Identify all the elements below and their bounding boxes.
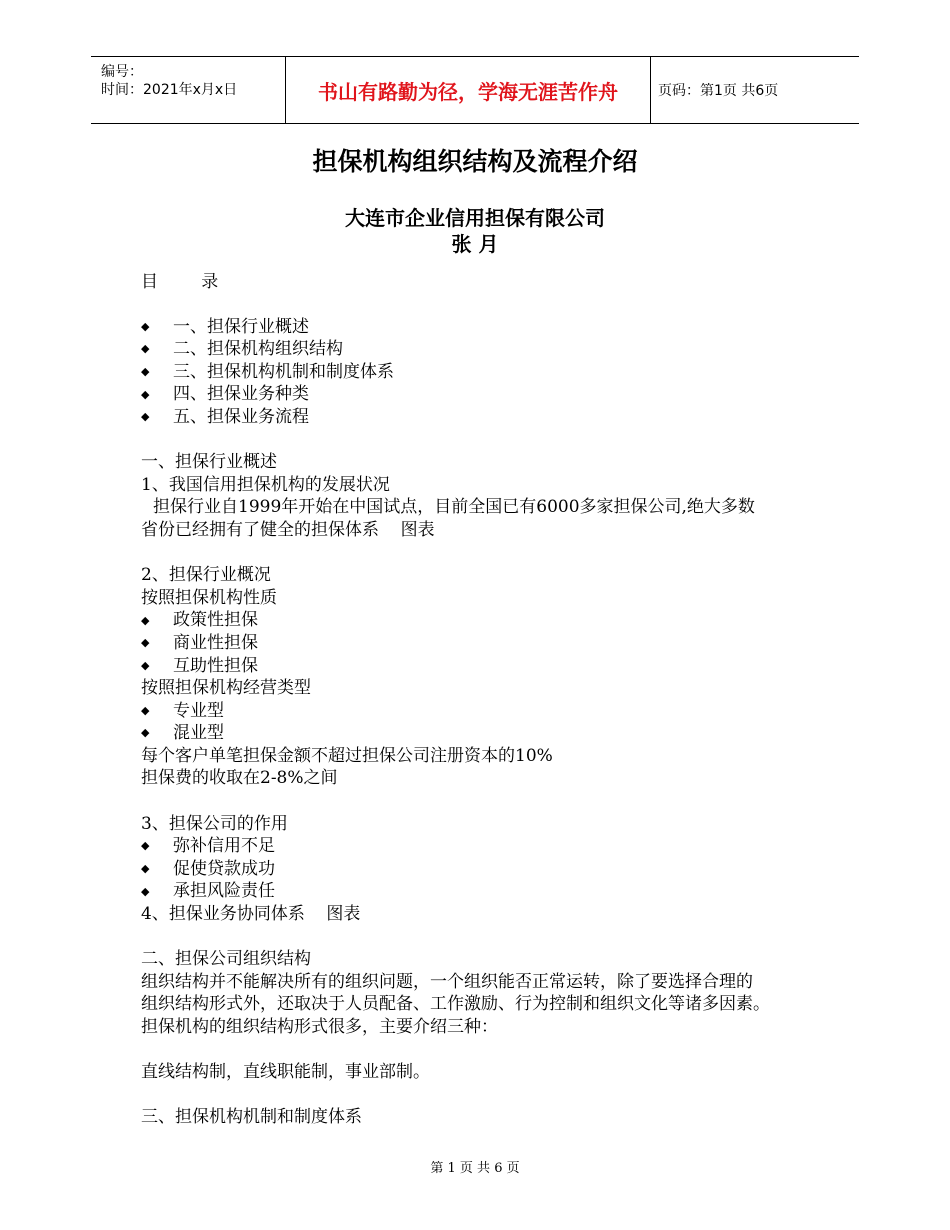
- list-item: ◆ 承担风险责任: [141, 881, 275, 902]
- list-item: ◆ 专业型: [141, 700, 224, 721]
- paragraph-line: 组织结构并不能解决所有的组织问题，一个组织能否正常运转，除了要选择合理的: [141, 971, 753, 992]
- author-name: 张 月: [451, 232, 499, 256]
- document-title: 担保机构组织结构及流程介绍: [312, 147, 638, 176]
- diamond-bullet-icon: ◆: [141, 636, 150, 650]
- list-item: ◆ 弥补信用不足: [141, 836, 275, 857]
- diamond-bullet-icon: ◆: [141, 387, 150, 401]
- list-item: ◆ 政策性担保: [141, 610, 258, 631]
- paragraph-line: 直线结构制，直线职能制，事业部制。: [141, 1062, 430, 1083]
- document-body: [141, 271, 841, 1129]
- diamond-bullet-icon: ◆: [141, 319, 150, 333]
- diamond-bullet-icon: ◆: [141, 364, 150, 378]
- subsection-heading: 1、我国信用担保机构的发展状况: [141, 474, 390, 495]
- header-meta-cell: [91, 57, 285, 123]
- diamond-bullet-icon: ◆: [141, 726, 150, 740]
- list-item: ◆ 互助性担保: [141, 655, 258, 676]
- paragraph-line: 省份已经拥有了健全的担保体系 图表: [141, 519, 435, 540]
- paragraph-line: 担保费的收取在2-8%之间: [141, 768, 338, 789]
- paragraph-line: 按照担保机构性质: [141, 587, 277, 608]
- subsection-heading: 2、担保行业概况: [141, 565, 271, 586]
- toc-item: ◆ 四、担保业务种类: [141, 384, 309, 405]
- toc-item: ◆ 二、担保机构组织结构: [141, 339, 343, 360]
- spacer: [141, 790, 841, 813]
- diamond-bullet-icon: ◆: [141, 862, 150, 876]
- doc-number-label: 编号：: [101, 64, 143, 80]
- diamond-bullet-icon: ◆: [141, 839, 150, 853]
- subsection-heading: 3、担保公司的作用: [141, 813, 288, 834]
- spacer: [141, 1039, 841, 1062]
- header-motto: 书山有路勤为径，学海无涯苦作舟: [285, 57, 651, 123]
- list-item: ◆ 促使贷款成功: [141, 858, 275, 879]
- section-heading: 一、担保行业概述: [141, 452, 277, 473]
- toc-item: ◆ 一、担保行业概述: [141, 316, 309, 337]
- subsection-heading: 4、担保业务协同体系 图表: [141, 904, 361, 925]
- list-item: ◆ 商业性担保: [141, 632, 258, 653]
- toc-heading: 目 录: [141, 272, 219, 292]
- header-page-cell: [650, 57, 859, 123]
- diamond-bullet-icon: ◆: [141, 884, 150, 898]
- toc-item: ◆ 三、担保机构机制和制度体系: [141, 361, 394, 382]
- paragraph-line: 担保机构的组织结构形式很多，主要介绍三种：: [141, 1017, 498, 1037]
- section-heading: 三、担保机构机制和制度体系: [141, 1107, 362, 1128]
- list-item: ◆ 混业型: [141, 723, 224, 744]
- spacer: [141, 1084, 841, 1107]
- spacer: [141, 429, 841, 452]
- spacer: [141, 926, 841, 949]
- diamond-bullet-icon: ◆: [141, 658, 150, 672]
- diamond-bullet-icon: ◆: [141, 410, 150, 424]
- paragraph-line: 担保行业自1999年开始在中国试点，目前全国已有6000多家担保公司,绝大多数: [153, 497, 755, 518]
- section-heading: 二、担保公司组织结构: [141, 949, 311, 970]
- spacer: [141, 542, 841, 565]
- doc-time-label: 时间：2021年x月x日: [101, 82, 238, 98]
- diamond-bullet-icon: ◆: [141, 613, 150, 627]
- page-footer: 第 1 页 共 6 页: [430, 1161, 520, 1176]
- paragraph-line: 组织结构形式外，还取决于人员配备、工作激励、行为控制和组织文化等诸多因素。: [141, 994, 770, 1015]
- diamond-bullet-icon: ◆: [141, 703, 150, 717]
- page-header: [91, 56, 859, 124]
- paragraph-line: 每个客户单笔担保金额不超过担保公司注册资本的10%: [141, 745, 553, 766]
- diamond-bullet-icon: ◆: [141, 342, 150, 356]
- paragraph-line: 按照担保机构经营类型: [141, 678, 311, 699]
- header-page-label: 页码：第1页 共6页: [658, 83, 779, 99]
- company-name: 大连市企业信用担保有限公司: [345, 206, 605, 230]
- toc-item: ◆ 五、担保业务流程: [141, 406, 309, 427]
